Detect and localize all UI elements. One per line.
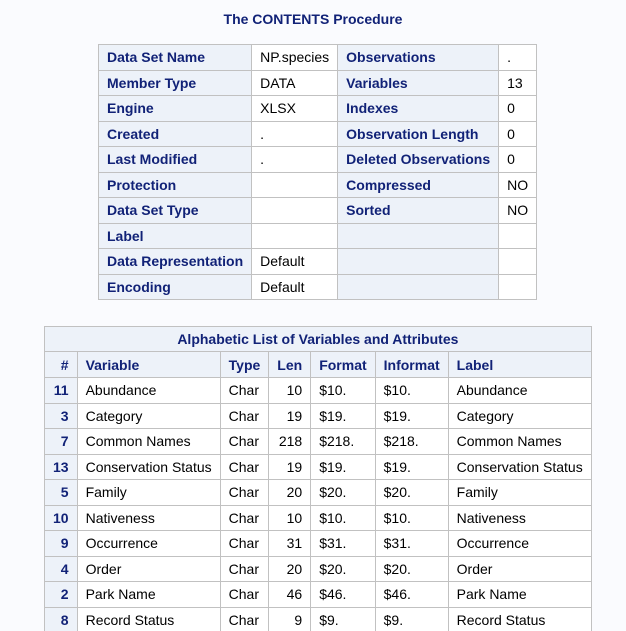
row-number: 7	[45, 429, 78, 455]
dataset-attributes-table	[98, 44, 537, 300]
variable-label: Common Names	[448, 429, 591, 455]
attribute-name: Data Representation	[99, 249, 252, 275]
variable-length: 19	[269, 454, 311, 480]
variable-type: Char	[220, 582, 269, 608]
variable-informat: $9.	[375, 607, 448, 631]
attribute-row	[99, 172, 537, 198]
variable-name: Common Names	[77, 429, 220, 455]
variable-name: Occurrence	[77, 531, 220, 557]
variable-informat: $10.	[375, 378, 448, 404]
variable-name: Conservation Status	[77, 454, 220, 480]
variable-informat: $218.	[375, 429, 448, 455]
variable-type: Char	[220, 505, 269, 531]
attribute-value: 0	[499, 121, 537, 147]
attribute-value: NO	[499, 198, 537, 224]
attribute-value	[499, 274, 537, 300]
attribute-name: Compressed	[338, 172, 499, 198]
attribute-name: Encoding	[99, 274, 252, 300]
variable-format: $20.	[311, 480, 375, 506]
variable-length: 46	[269, 582, 311, 608]
column-header-informat: Informat	[375, 352, 448, 378]
variable-label: Conservation Status	[448, 454, 591, 480]
attribute-row	[99, 121, 537, 147]
variable-format: $10.	[311, 378, 375, 404]
variable-label: Abundance	[448, 378, 591, 404]
row-number: 4	[45, 556, 78, 582]
variable-informat: $19.	[375, 454, 448, 480]
column-header-number: #	[45, 352, 78, 378]
table-row	[45, 454, 592, 480]
variable-informat: $19.	[375, 403, 448, 429]
row-number: 2	[45, 582, 78, 608]
variable-informat: $46.	[375, 582, 448, 608]
attribute-value: DATA	[252, 70, 338, 96]
variable-type: Char	[220, 531, 269, 557]
variable-informat: $10.	[375, 505, 448, 531]
attribute-value	[252, 172, 338, 198]
attribute-value	[499, 223, 537, 249]
table-row	[45, 505, 592, 531]
variable-type: Char	[220, 454, 269, 480]
variable-name: Abundance	[77, 378, 220, 404]
attribute-value	[252, 198, 338, 224]
column-header-format: Format	[311, 352, 375, 378]
variable-length: 218	[269, 429, 311, 455]
attribute-name: Deleted Observations	[338, 147, 499, 173]
variable-type: Char	[220, 480, 269, 506]
attribute-name: Observations	[338, 45, 499, 71]
variable-length: 10	[269, 378, 311, 404]
attribute-name: Member Type	[99, 70, 252, 96]
attribute-value: .	[252, 121, 338, 147]
variable-label: Occurrence	[448, 531, 591, 557]
variable-label: Park Name	[448, 582, 591, 608]
table-row	[45, 531, 592, 557]
attribute-value: .	[499, 45, 537, 71]
variable-name: Park Name	[77, 582, 220, 608]
variable-format: $19.	[311, 403, 375, 429]
attribute-name	[338, 274, 499, 300]
row-number: 11	[45, 378, 78, 404]
attribute-value: NO	[499, 172, 537, 198]
variable-format: $218.	[311, 429, 375, 455]
table-row	[45, 582, 592, 608]
procedure-title: The CONTENTS Procedure	[223, 11, 403, 27]
variable-informat: $20.	[375, 480, 448, 506]
attribute-value: 0	[499, 96, 537, 122]
attribute-row	[99, 274, 537, 300]
variable-length: 10	[269, 505, 311, 531]
row-number: 3	[45, 403, 78, 429]
attribute-row	[99, 198, 537, 224]
variable-name: Nativeness	[77, 505, 220, 531]
attribute-name: Label	[99, 223, 252, 249]
attribute-value: 0	[499, 147, 537, 173]
attribute-name: Protection	[99, 172, 252, 198]
attribute-row	[99, 223, 537, 249]
row-number: 9	[45, 531, 78, 557]
attribute-value: 13	[499, 70, 537, 96]
row-number: 13	[45, 454, 78, 480]
variable-format: $31.	[311, 531, 375, 557]
attribute-name: Data Set Type	[99, 198, 252, 224]
table-row	[45, 429, 592, 455]
variable-name: Category	[77, 403, 220, 429]
variable-length: 20	[269, 556, 311, 582]
attribute-value	[499, 249, 537, 275]
column-header-label: Label	[448, 352, 591, 378]
variable-format: $9.	[311, 607, 375, 631]
attribute-value: XLSX	[252, 96, 338, 122]
attribute-name: Data Set Name	[99, 45, 252, 71]
column-header-variable: Variable	[77, 352, 220, 378]
table-row	[45, 607, 592, 631]
table-row	[45, 403, 592, 429]
variable-label: Category	[448, 403, 591, 429]
variable-length: 19	[269, 403, 311, 429]
attribute-name: Indexes	[338, 96, 499, 122]
attribute-name	[338, 249, 499, 275]
column-header-len: Len	[269, 352, 311, 378]
variable-type: Char	[220, 556, 269, 582]
attribute-value: NP.species	[252, 45, 338, 71]
variable-label: Nativeness	[448, 505, 591, 531]
attribute-row	[99, 147, 537, 173]
attribute-name: Observation Length	[338, 121, 499, 147]
row-number: 5	[45, 480, 78, 506]
attribute-name: Created	[99, 121, 252, 147]
variable-name: Family	[77, 480, 220, 506]
variable-length: 9	[269, 607, 311, 631]
variable-length: 31	[269, 531, 311, 557]
variable-format: $10.	[311, 505, 375, 531]
variable-label: Order	[448, 556, 591, 582]
row-number: 10	[45, 505, 78, 531]
attribute-name: Last Modified	[99, 147, 252, 173]
variable-length: 20	[269, 480, 311, 506]
variable-format: $46.	[311, 582, 375, 608]
attribute-name: Engine	[99, 96, 252, 122]
variable-type: Char	[220, 607, 269, 631]
table-row	[45, 480, 592, 506]
variable-type: Char	[220, 403, 269, 429]
variable-label: Family	[448, 480, 591, 506]
variable-type: Char	[220, 429, 269, 455]
row-number: 8	[45, 607, 78, 631]
attribute-row	[99, 96, 537, 122]
attribute-value	[252, 223, 338, 249]
variable-informat: $20.	[375, 556, 448, 582]
attribute-row	[99, 70, 537, 96]
column-header-type: Type	[220, 352, 269, 378]
variables-table	[44, 326, 592, 631]
variable-label: Record Status	[448, 607, 591, 631]
variable-name: Order	[77, 556, 220, 582]
variable-name: Record Status	[77, 607, 220, 631]
attribute-value: Default	[252, 249, 338, 275]
table-row	[45, 378, 592, 404]
variable-type: Char	[220, 378, 269, 404]
attribute-value: Default	[252, 274, 338, 300]
attribute-name: Variables	[338, 70, 499, 96]
table-row	[45, 556, 592, 582]
variable-format: $20.	[311, 556, 375, 582]
attribute-name: Sorted	[338, 198, 499, 224]
attribute-row	[99, 249, 537, 275]
variable-format: $19.	[311, 454, 375, 480]
attribute-row	[99, 45, 537, 71]
attribute-value: .	[252, 147, 338, 173]
variable-informat: $31.	[375, 531, 448, 557]
attribute-name	[338, 223, 499, 249]
variables-table-caption: Alphabetic List of Variables and Attributes	[45, 327, 592, 352]
